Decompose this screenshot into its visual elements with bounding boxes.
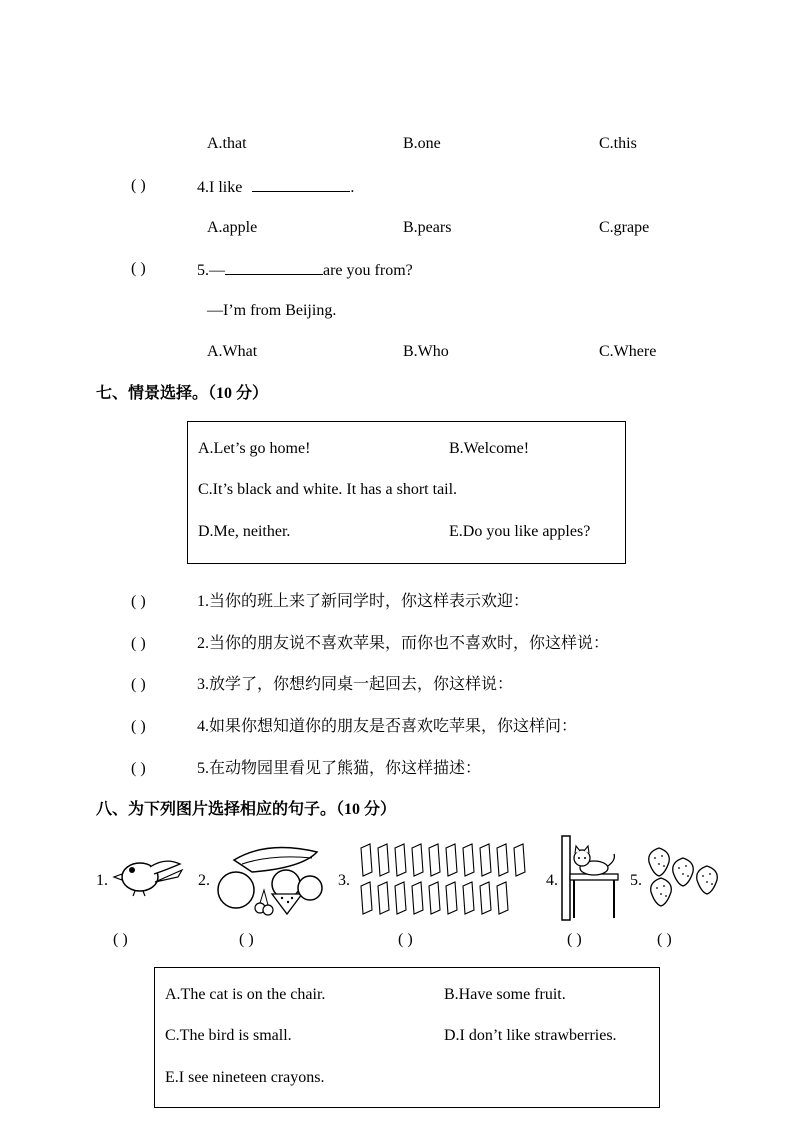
fruit-icon <box>212 838 327 916</box>
picture-4-number: 4. <box>546 872 558 889</box>
bird-icon <box>110 852 185 897</box>
s7-q1-paren[interactable]: ( ) <box>131 593 146 610</box>
s8-option-c: C.The bird is small. <box>165 1027 292 1044</box>
section7-options-box <box>187 421 626 564</box>
s8-option-a: A.The cat is on the chair. <box>165 986 326 1003</box>
picture-3-paren[interactable]: ( ) <box>398 931 413 948</box>
cat-on-chair-icon <box>560 834 622 922</box>
s7-q2-paren[interactable]: ( ) <box>131 635 146 652</box>
picture-2-number: 2. <box>198 872 210 889</box>
q5-option-a: A.What <box>207 343 258 360</box>
q5-answer-line: —I’m from Beijing. <box>207 302 337 319</box>
picture-2-paren[interactable]: ( ) <box>239 931 254 948</box>
picture-5-number: 5. <box>630 872 642 889</box>
s7-q5-text: 5.在动物园里看见了熊猫，你这样描述： <box>197 760 482 777</box>
section7-title: 七、情景选择。（10 分） <box>96 385 269 402</box>
s7-q5-paren[interactable]: ( ) <box>131 760 146 777</box>
s8-option-b: B.Have some fruit. <box>444 986 566 1003</box>
q3-option-c: C.this <box>599 135 637 152</box>
s7-option-a: A.Let’s go home! <box>198 440 311 457</box>
s8-option-e: E.I see nineteen crayons. <box>165 1069 325 1086</box>
s7-q3-text: 3.放学了，你想约同桌一起回去，你这样说： <box>197 676 514 693</box>
s7-q4-text: 4.如果你想知道你的朋友是否喜欢吃苹果，你这样问： <box>197 718 578 735</box>
strawberries-icon <box>645 846 720 908</box>
q5-answer-paren[interactable]: ( ) <box>131 260 146 277</box>
s7-option-e: E.Do you like apples? <box>449 523 591 540</box>
q5-blank[interactable] <box>225 259 323 275</box>
s7-q3-paren[interactable]: ( ) <box>131 676 146 693</box>
q4-suffix: . <box>350 179 355 196</box>
picture-1-number: 1. <box>96 872 108 889</box>
s7-q4-paren[interactable]: ( ) <box>131 718 146 735</box>
q3-option-a: A.that <box>207 135 247 152</box>
q4-question <box>197 176 354 198</box>
q5-question <box>197 259 413 281</box>
s7-q1-text: 1.当你的班上来了新同学时，你这样表示欢迎： <box>197 593 530 610</box>
s7-q2-text: 2.当你的朋友说不喜欢苹果，而你也不喜欢时，你这样说： <box>197 635 610 652</box>
q4-option-a: A.apple <box>207 219 258 236</box>
q4-option-c: C.grape <box>599 219 650 236</box>
q4-prefix: 4.I like <box>197 179 243 196</box>
q5-prefix: 5.— <box>197 262 225 279</box>
q3-option-b: B.one <box>403 135 441 152</box>
picture-1-paren[interactable]: ( ) <box>113 931 128 948</box>
q5-suffix: are you from? <box>323 262 413 279</box>
q4-answer-paren[interactable]: ( ) <box>131 177 146 194</box>
s7-option-b: B.Welcome! <box>449 440 530 457</box>
picture-4-paren[interactable]: ( ) <box>567 931 582 948</box>
q4-blank[interactable] <box>252 176 350 192</box>
q4-option-b: B.pears <box>403 219 452 236</box>
picture-3-number: 3. <box>338 872 350 889</box>
q5-option-c: C.Where <box>599 343 657 360</box>
q5-option-b: B.Who <box>403 343 449 360</box>
crayons-icon <box>356 842 534 918</box>
s7-option-c: C.It’s black and white. It has a short tail. <box>198 481 458 498</box>
section8-title: 八、为下列图片选择相应的句子。（10 分） <box>96 801 397 818</box>
picture-5-paren[interactable]: ( ) <box>657 931 672 948</box>
s8-option-d: D.I don’t like strawberries. <box>444 1027 617 1044</box>
s7-option-d: D.Me, neither. <box>198 523 291 540</box>
section8-options-box <box>154 967 660 1108</box>
